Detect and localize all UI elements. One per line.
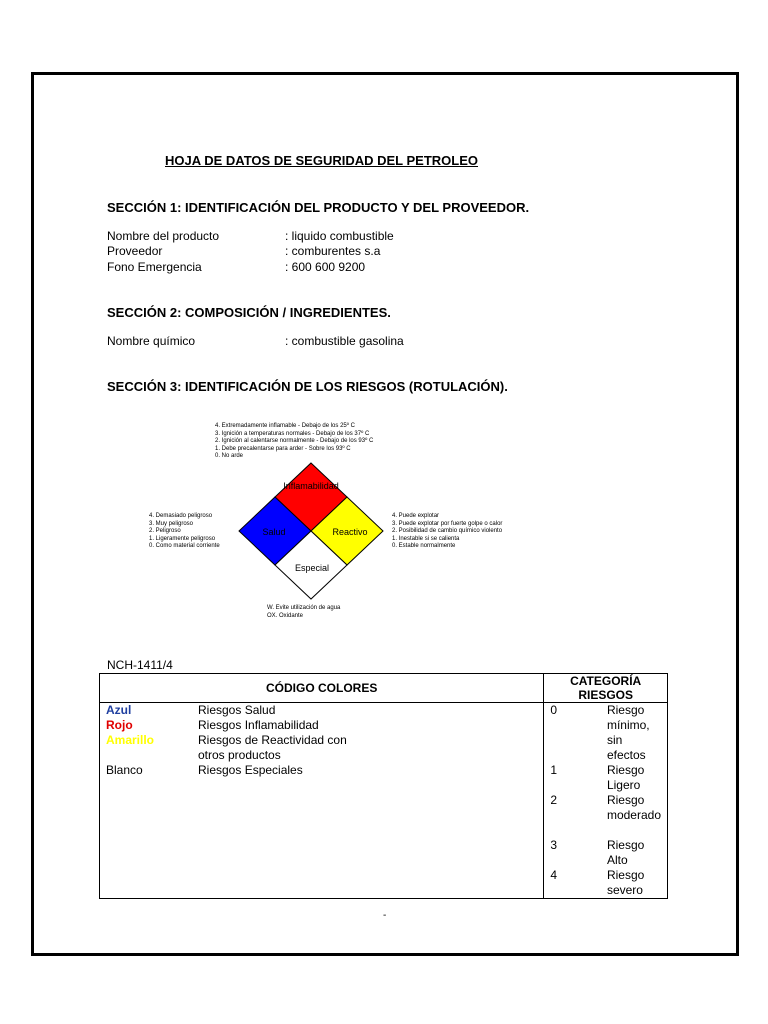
legend-table (99, 673, 668, 899)
note-line: 4. Puede explotar (392, 513, 440, 519)
note-line: 2. Posibilidad de cambio químico violento (392, 528, 503, 534)
note-line: 3. Muy peligroso (149, 520, 194, 527)
risk-desc: Riesgo mínimo, sin efectos (606, 703, 650, 762)
product-name-value: : liquido combustible (285, 229, 394, 243)
risk-level: 3 (550, 838, 557, 852)
supplier-label: Proveedor (107, 244, 163, 258)
risk-level: 2 (550, 793, 557, 807)
special-notes (267, 605, 340, 620)
risk-level: 1 (550, 763, 557, 777)
note-line: 4. Extremadamente inflamable - Debajo de los 25º C (215, 423, 355, 429)
note-line: OX. Oxidante (267, 612, 304, 619)
risk-level: 4 (550, 868, 557, 882)
note-line: 2. Peligroso (149, 528, 181, 534)
note-line: W. Evite utilización de agua (267, 605, 341, 611)
chemical-name-value: : combustible gasolina (285, 334, 404, 348)
risk-level: 0 (550, 703, 557, 717)
risk-desc: Riesgo moderado (606, 793, 661, 822)
note-line: 0. Como material corriente (149, 543, 220, 549)
color-desc: Riesgos de Reactividad con (198, 733, 347, 747)
note-line: 3. Ignición a temperaturas normales - Debajo de los 37º C (215, 430, 370, 437)
nfpa-hazard-diamond (236, 460, 394, 602)
note-line: 3. Puede explotar por fuerte golpe o calor (392, 520, 503, 527)
color-desc: Riesgos Salud (198, 703, 276, 717)
supplier-value: : comburentes s.a (285, 244, 381, 258)
health-label: Salud (262, 527, 286, 537)
reactivity-notes (392, 513, 502, 551)
note-line: 4. Demasiado peligroso (149, 513, 213, 519)
colors-header: CÓDIGO COLORES (100, 674, 544, 703)
page-title: HOJA DE DATOS DE SEGURIDAD DEL PETROLEO (165, 153, 479, 168)
section1-heading: SECCIÓN 1: IDENTIFICACIÓN DEL PRODUCTO Y DEL PROVEEDOR. (107, 200, 530, 215)
risk-desc: Riesgo Ligero (606, 763, 645, 792)
special-label: Especial (294, 563, 330, 573)
color-desc: Riesgos Inflamabilidad (198, 718, 319, 732)
categories-header: CATEGORÍA RIESGOS (544, 674, 668, 703)
risk-desc: Riesgo Alto (606, 838, 645, 867)
colors-cell (100, 703, 544, 899)
note-line: 0. No arde (215, 453, 244, 459)
note-line: 2. Ignición al calentarse normalmente - Debajo de los 93º C (215, 438, 374, 444)
note-line: 1. Debe precalentarse para arder - Sobre los 93º C (215, 445, 351, 452)
note-line: 1. Inestable si se calienta (392, 535, 460, 542)
reactivity-label: Reactivo (332, 527, 368, 537)
emergency-phone-value: : 600 600 9200 (285, 260, 366, 274)
color-name-azul: Azul (106, 703, 132, 717)
table-row (100, 703, 668, 899)
footer-mark: - (383, 910, 387, 921)
color-desc: Riesgos Especiales (198, 763, 303, 777)
flammability-label: Inflamabilidad (283, 481, 339, 491)
note-line: 1. Ligeramente peligroso (149, 535, 216, 542)
health-notes (149, 513, 220, 551)
color-desc-continued: otros productos (198, 748, 281, 762)
categories-cell (544, 703, 668, 899)
standard-reference: NCH-1411/4 (107, 658, 173, 672)
color-name-blanco: Blanco (106, 763, 143, 777)
product-name-label: Nombre del producto (107, 229, 220, 243)
emergency-phone-label: Fono Emergencia (107, 260, 202, 274)
chemical-name-label: Nombre químico (107, 334, 196, 348)
color-name-rojo: Rojo (106, 718, 133, 732)
flammability-notes (215, 423, 373, 461)
color-name-amarillo: Amarillo (106, 733, 155, 747)
note-line: 0. Estable normalmente (392, 543, 456, 549)
risk-desc: Riesgo severo (606, 868, 645, 897)
section2-heading: SECCIÓN 2: COMPOSICIÓN / INGREDIENTES. (107, 305, 391, 320)
section3-heading: SECCIÓN 3: IDENTIFICACIÓN DE LOS RIESGOS (ROTULACIÓN). (107, 379, 508, 394)
